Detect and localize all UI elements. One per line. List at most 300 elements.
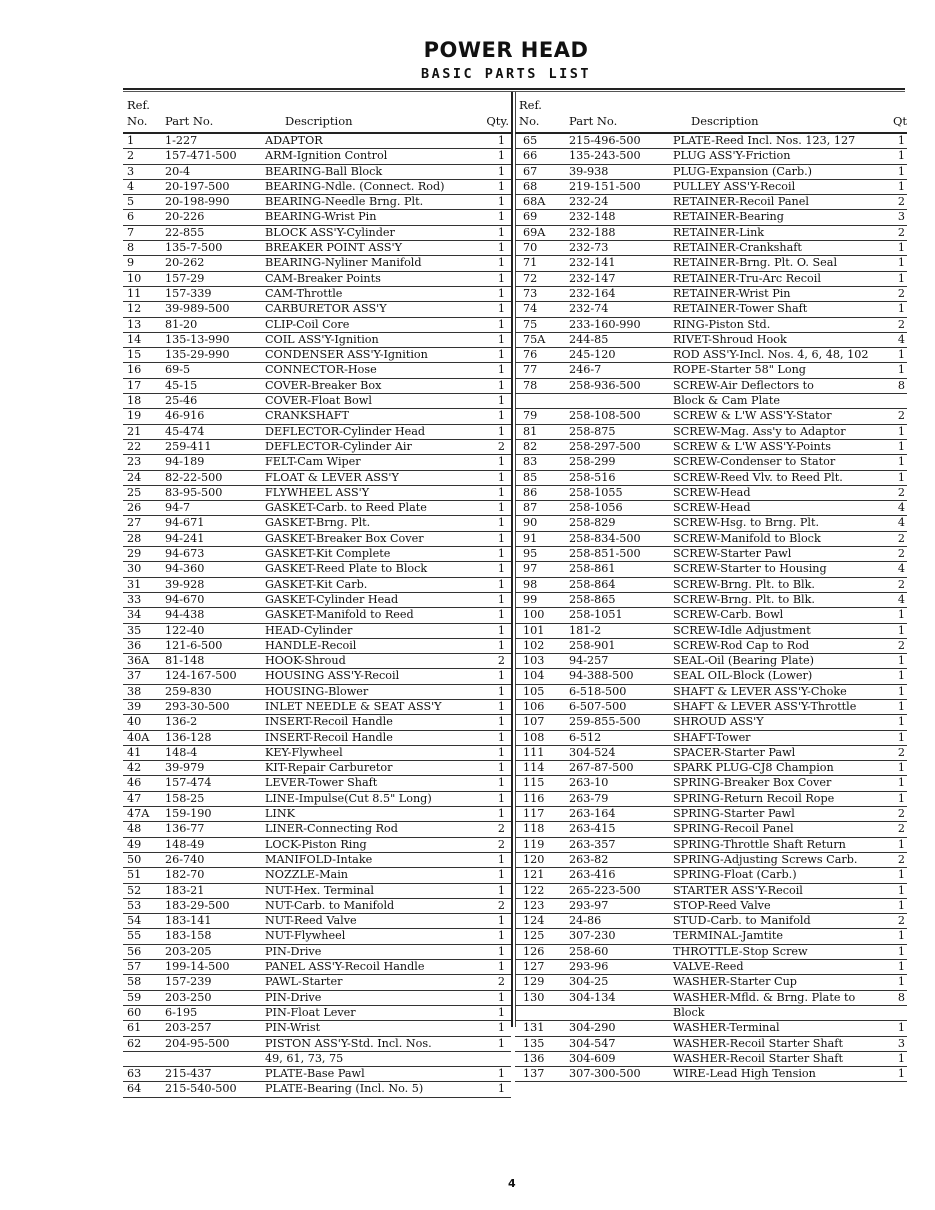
qty-cell: 2: [897, 852, 905, 866]
qty-cell: 2: [897, 822, 905, 836]
qty-cell: 1: [497, 944, 505, 958]
table-row: [515, 914, 907, 929]
qty-cell: 2: [897, 638, 905, 652]
table-row: [123, 884, 511, 899]
ref-cell: 22: [127, 439, 142, 453]
table-row: [123, 868, 511, 883]
table-row: [123, 210, 511, 225]
qty-cell: 1: [497, 699, 505, 713]
qty-cell: 1: [897, 271, 905, 285]
qty-cell: 1: [897, 455, 905, 469]
ref-cell: 79: [523, 409, 538, 423]
part-no-cell: 258-297-500: [569, 439, 641, 453]
qty-cell: 1: [497, 485, 505, 499]
ref-cell: 11: [127, 286, 142, 300]
description-cell: RETAINER-Recoil Panel: [673, 195, 809, 209]
qty-cell: 1: [497, 179, 505, 193]
description-cell: GASKET-Reed Plate to Block: [265, 562, 428, 576]
ref-cell: 70: [523, 241, 538, 255]
ref-cell: 117: [523, 807, 545, 821]
table-row: [123, 838, 511, 853]
qty-cell: 1: [897, 929, 905, 943]
part-no-cell: 258-875: [569, 424, 616, 438]
part-no-cell: 20-4: [165, 164, 191, 178]
description-cell: NUT-Reed Valve: [265, 914, 357, 928]
description-cell: SEAL OIL-Block (Lower): [673, 669, 813, 683]
ref-cell: 31: [127, 577, 142, 591]
qty-cell: 1: [897, 241, 905, 255]
ref-cell: 75A: [523, 332, 546, 346]
description-cell: BEARING-Nyliner Manifold: [265, 256, 422, 270]
part-no-cell: 22-855: [165, 225, 205, 239]
page-subtitle: BASIC PARTS LIST: [420, 66, 592, 82]
table-row: [515, 1037, 907, 1052]
ref-cell: 118: [523, 822, 545, 836]
description-cell: RETAINER-Wrist Pin: [673, 286, 791, 300]
qty-cell: 1: [497, 1021, 505, 1035]
ref-cell: 12: [127, 302, 142, 316]
part-no-cell: 232-148: [569, 210, 616, 224]
table-row: [123, 562, 511, 577]
part-no-cell: 244-85: [569, 332, 609, 346]
table-row: [515, 1006, 907, 1021]
table-row: [123, 700, 511, 715]
description-cell: PLUG-Expansion (Carb.): [673, 164, 813, 178]
ref-cell: 58: [127, 975, 142, 989]
table-row: [123, 149, 511, 164]
part-no-cell: 158-25: [165, 791, 205, 805]
ref-cell: 87: [523, 501, 538, 515]
description-cell: STUD-Carb. to Manifold: [673, 914, 811, 928]
table-row: [123, 226, 511, 241]
ref-cell: 8: [127, 241, 135, 255]
qty-cell: 1: [897, 363, 905, 377]
description-cell: MANIFOLD-Intake: [265, 852, 373, 866]
part-no-cell: 135-13-990: [165, 332, 230, 346]
table-row: [123, 945, 511, 960]
qty-cell: 1: [897, 164, 905, 178]
part-no-cell: 20-197-500: [165, 179, 230, 193]
description-cell: GASKET-Breaker Box Cover: [265, 531, 424, 545]
part-no-cell: 263-79: [569, 791, 609, 805]
description-cell: PIN-Float Lever: [265, 1005, 356, 1019]
table-row: [515, 134, 907, 149]
description-cell: RETAINER-Bearing: [673, 210, 784, 224]
qty-cell: 1: [497, 455, 505, 469]
qty-cell: 1: [897, 134, 905, 147]
qty-cell: 1: [497, 852, 505, 866]
description-cell: GASKET-Kit Complete: [265, 547, 391, 561]
qty-cell: 2: [897, 914, 905, 928]
qty-cell: 8: [897, 990, 905, 1004]
ref-cell: 21: [127, 424, 142, 438]
table-row: [515, 455, 907, 470]
qty-cell: 1: [897, 715, 905, 729]
qty-cell: 1: [497, 394, 505, 408]
qty-cell: 1: [897, 424, 905, 438]
part-no-cell: 307-230: [569, 929, 616, 943]
description-cell: STARTER ASS'Y-Recoil: [673, 883, 803, 897]
ref-cell: 6: [127, 210, 135, 224]
description-cell: INSERT-Recoil Handle: [265, 730, 393, 744]
table-row: [515, 348, 907, 363]
ref-cell: 9: [127, 256, 135, 270]
table-row: [515, 807, 907, 822]
description-cell: SEAL-Oil (Bearing Plate): [673, 654, 814, 668]
table-row: [515, 884, 907, 899]
qty-cell: 1: [897, 348, 905, 362]
qty-cell: 1: [497, 348, 505, 362]
table-row: [123, 669, 511, 684]
description-cell: PULLEY ASS'Y-Recoil: [673, 179, 796, 193]
description-cell: NOZZLE-Main: [265, 868, 348, 882]
part-no-cell: 39-938: [569, 164, 609, 178]
table-row: [123, 409, 511, 424]
qty-cell: 1: [497, 914, 505, 928]
qty-cell: 1: [497, 868, 505, 882]
ref-cell: 85: [523, 470, 538, 484]
description-cell: SCREW-Idle Adjustment: [673, 623, 811, 637]
ref-cell: 5: [127, 195, 135, 209]
ref-cell: 67: [523, 164, 538, 178]
description-cell: CAM-Throttle: [265, 286, 343, 300]
table-row: [515, 624, 907, 639]
table-row: [515, 532, 907, 547]
ref-cell: 64: [127, 1082, 142, 1096]
part-no-cell: 304-524: [569, 745, 616, 759]
part-no-cell: 258-299: [569, 455, 616, 469]
table-row: [123, 363, 511, 378]
description-cell: RETAINER-Tower Shaft: [673, 302, 808, 316]
table-row: [515, 272, 907, 287]
header-ref-line2: No.: [519, 114, 540, 128]
qty-cell: 1: [897, 439, 905, 453]
part-no-cell: 45-474: [165, 424, 205, 438]
table-header: [515, 96, 907, 134]
table-row: [123, 929, 511, 944]
description-cell: PISTON ASS'Y-Std. Incl. Nos.: [265, 1036, 432, 1050]
ref-cell: 40: [127, 715, 142, 729]
ref-cell: 13: [127, 317, 142, 331]
part-no-cell: 263-164: [569, 807, 616, 821]
part-no-cell: 258-1056: [569, 501, 623, 515]
part-no-cell: 39-928: [165, 577, 205, 591]
ref-cell: 108: [523, 730, 545, 744]
description-cell: BEARING-Wrist Pin: [265, 210, 377, 224]
table-row: [123, 455, 511, 470]
part-no-cell: 258-108-500: [569, 409, 641, 423]
table-row: [515, 256, 907, 271]
qty-cell: 1: [497, 776, 505, 790]
ref-cell: 68: [523, 179, 538, 193]
qty-cell: 1: [497, 883, 505, 897]
description-cell: ARM-Ignition Control: [265, 149, 388, 163]
ref-cell: 3: [127, 164, 135, 178]
description-cell: FLOAT & LEVER ASS'Y: [265, 470, 399, 484]
header-part-no: Part No.: [165, 114, 214, 128]
description-cell: LINE-Impulse(Cut 8.5" Long): [265, 791, 432, 805]
description-cell: BEARING-Ball Block: [265, 164, 383, 178]
part-no-cell: 232-147: [569, 271, 616, 285]
description-cell: SCREW-Condenser to Stator: [673, 455, 836, 469]
table-row: [123, 593, 511, 608]
description-cell: SPRING-Return Recoil Rope: [673, 791, 835, 805]
table-row: [123, 165, 511, 180]
ref-cell: 137: [523, 1067, 545, 1081]
table-row: [515, 440, 907, 455]
description-cell: INLET NEEDLE & SEAT ASS'Y: [265, 699, 442, 713]
ref-cell: 19: [127, 409, 142, 423]
ref-cell: 135: [523, 1036, 545, 1050]
qty-cell: 1: [497, 577, 505, 591]
description-cell: LEVER-Tower Shaft: [265, 776, 378, 790]
ref-cell: 69A: [523, 225, 546, 239]
part-no-cell: 136-128: [165, 730, 212, 744]
part-no-cell: 157-471-500: [165, 149, 237, 163]
qty-cell: 2: [497, 822, 505, 836]
part-no-cell: 304-547: [569, 1036, 616, 1050]
qty-cell: 2: [897, 286, 905, 300]
table-row: [123, 899, 511, 914]
part-no-cell: 215-496-500: [569, 134, 641, 147]
description-cell: STOP-Reed Valve: [673, 898, 771, 912]
ref-cell: 129: [523, 975, 545, 989]
qty-cell: 1: [897, 1051, 905, 1065]
part-no-cell: 304-290: [569, 1021, 616, 1035]
ref-cell: 2: [127, 149, 135, 163]
description-cell: SHAFT-Tower: [673, 730, 751, 744]
description-cell: CRANKSHAFT: [265, 409, 349, 423]
table-row: [515, 899, 907, 914]
ref-cell: 106: [523, 699, 545, 713]
part-no-cell: 181-2: [569, 623, 602, 637]
ref-cell: 23: [127, 455, 142, 469]
description-cell: PLATE-Reed Incl. Nos. 123, 127: [673, 134, 856, 147]
qty-cell: 2: [897, 317, 905, 331]
qty-cell: 2: [897, 577, 905, 591]
table-row: [123, 822, 511, 837]
qty-cell: 1: [897, 149, 905, 163]
ref-cell: 33: [127, 592, 142, 606]
table-row: [123, 1037, 511, 1052]
part-no-cell: 159-190: [165, 807, 212, 821]
qty-cell: 1: [497, 531, 505, 545]
header-description: Description: [285, 114, 353, 128]
ref-cell: 61: [127, 1021, 142, 1035]
table-row: [123, 134, 511, 149]
part-no-cell: 20-198-990: [165, 195, 230, 209]
part-no-cell: 304-609: [569, 1051, 616, 1065]
table-row: [515, 838, 907, 853]
table-row: [123, 731, 511, 746]
ref-cell: 121: [523, 868, 545, 882]
qty-cell: 1: [497, 210, 505, 224]
qty-cell: 1: [497, 470, 505, 484]
description-cell: COVER-Float Bowl: [265, 394, 372, 408]
part-no-cell: 263-415: [569, 822, 616, 836]
qty-cell: 1: [497, 1005, 505, 1019]
qty-cell: 4: [897, 562, 905, 576]
ref-cell: 77: [523, 363, 538, 377]
ref-cell: 103: [523, 654, 545, 668]
part-no-cell: 6-507-500: [569, 699, 627, 713]
part-no-cell: 263-82: [569, 852, 609, 866]
part-no-cell: 94-673: [165, 547, 205, 561]
part-no-cell: 157-29: [165, 271, 205, 285]
qty-cell: 1: [497, 317, 505, 331]
qty-cell: 1: [897, 256, 905, 270]
description-cell: BEARING-Needle Brng. Plt.: [265, 195, 424, 209]
ref-cell: 10: [127, 271, 142, 285]
qty-cell: 2: [897, 531, 905, 545]
part-no-cell: 182-70: [165, 868, 205, 882]
part-no-cell: 258-936-500: [569, 378, 641, 392]
part-no-cell: 199-14-500: [165, 960, 230, 974]
description-cell: GASKET-Carb. to Reed Plate: [265, 501, 427, 515]
table-row: [123, 348, 511, 363]
qty-cell: 1: [897, 1021, 905, 1035]
part-no-cell: 293-30-500: [165, 699, 230, 713]
part-no-cell: 304-25: [569, 975, 609, 989]
header-ref-line1: Ref.: [127, 98, 150, 112]
qty-cell: 2: [497, 975, 505, 989]
table-row: [515, 975, 907, 990]
qty-cell: 1: [497, 638, 505, 652]
table-row: [123, 1067, 511, 1082]
part-no-cell: 265-223-500: [569, 883, 641, 897]
table-row: [123, 776, 511, 791]
part-no-cell: 94-388-500: [569, 669, 634, 683]
ref-cell: 66: [523, 149, 538, 163]
qty-cell: 1: [897, 944, 905, 958]
part-no-cell: 124-167-500: [165, 669, 237, 683]
qty-cell: 1: [897, 960, 905, 974]
description-cell: SCREW-Brng. Plt. to Blk.: [673, 577, 815, 591]
table-row: [515, 685, 907, 700]
qty-cell: 1: [897, 684, 905, 698]
table-row: [515, 578, 907, 593]
table-row: [123, 715, 511, 730]
description-cell: SHAFT & LEVER ASS'Y-Choke: [673, 684, 847, 698]
description-cell: SCREW-Reed Vlv. to Reed Plt.: [673, 470, 843, 484]
table-row: [515, 471, 907, 486]
part-no-cell: 258-1051: [569, 608, 623, 622]
part-no-cell: 135-29-990: [165, 348, 230, 362]
ref-cell: 114: [523, 761, 545, 775]
ref-cell: 72: [523, 271, 538, 285]
table-row: [123, 853, 511, 868]
table-row: [123, 608, 511, 623]
ref-cell: 127: [523, 960, 545, 974]
table-row: [123, 272, 511, 287]
table-row: [123, 914, 511, 929]
qty-cell: 1: [497, 409, 505, 423]
part-no-cell: 83-95-500: [165, 485, 223, 499]
ref-cell: 14: [127, 332, 142, 346]
page-title: POWER HEAD: [423, 38, 589, 62]
ref-cell: 30: [127, 562, 142, 576]
description-cell: CLIP-Coil Core: [265, 317, 350, 331]
ref-cell: 34: [127, 608, 142, 622]
description-cell: SPACER-Starter Pawl: [673, 745, 796, 759]
table-row: [123, 195, 511, 210]
table-row: [515, 731, 907, 746]
table-row: [515, 991, 907, 1006]
description-cell: SHROUD ASS'Y: [673, 715, 764, 729]
table-row: [515, 318, 907, 333]
description-cell: PLUG ASS'Y-Friction: [673, 149, 791, 163]
description-cell: GASKET-Kit Carb.: [265, 577, 368, 591]
qty-cell: 2: [897, 409, 905, 423]
part-no-cell: 94-7: [165, 501, 191, 515]
qty-cell: 1: [897, 654, 905, 668]
qty-cell: 1: [497, 684, 505, 698]
part-no-cell: 136-2: [165, 715, 198, 729]
part-no-cell: 82-22-500: [165, 470, 223, 484]
ref-cell: 17: [127, 378, 142, 392]
qty-cell: 1: [897, 791, 905, 805]
description-cell: NUT-Hex. Terminal: [265, 883, 375, 897]
part-no-cell: 232-141: [569, 256, 616, 270]
ref-cell: 105: [523, 684, 545, 698]
header-part-no: Part No.: [569, 114, 618, 128]
ref-cell: 27: [127, 516, 142, 530]
description-cell: LINER-Connecting Rod: [265, 822, 398, 836]
table-row: [515, 746, 907, 761]
qty-cell: 1: [497, 562, 505, 576]
qty-cell: 1: [497, 516, 505, 530]
description-cell: THROTTLE-Stop Screw: [673, 944, 808, 958]
part-no-cell: 94-360: [165, 562, 205, 576]
qty-cell: 1: [497, 149, 505, 163]
page-number: 4: [508, 1177, 516, 1190]
table-row: [515, 501, 907, 516]
table-row: [123, 761, 511, 776]
ref-cell: 131: [523, 1021, 545, 1035]
parts-table-left: [123, 96, 511, 1098]
qty-cell: 1: [897, 669, 905, 683]
description-cell: SPRING-Breaker Box Cover: [673, 776, 832, 790]
ref-cell: 74: [523, 302, 538, 316]
description-cell: SPRING-Throttle Shaft Return: [673, 837, 846, 851]
part-no-cell: 24-86: [569, 914, 602, 928]
ref-cell: 65: [523, 134, 538, 147]
qty-cell: 2: [897, 745, 905, 759]
table-row: [515, 409, 907, 424]
description-cell: SCREW-Starter to Housing: [673, 562, 827, 576]
part-no-cell: 232-24: [569, 195, 609, 209]
table-row: [515, 226, 907, 241]
description-cell: SCREW-Head: [673, 501, 751, 515]
description-cell: SPRING-Recoil Panel: [673, 822, 794, 836]
table-row: [515, 302, 907, 317]
ref-cell: 53: [127, 898, 142, 912]
header-qty: Qty.: [486, 114, 509, 128]
part-no-cell: 232-74: [569, 302, 609, 316]
qty-cell: 1: [497, 669, 505, 683]
ref-cell: 7: [127, 225, 135, 239]
table-body: [123, 134, 511, 1098]
ref-cell: 71: [523, 256, 538, 270]
qty-cell: 1: [497, 378, 505, 392]
ref-cell: 91: [523, 531, 538, 545]
part-no-cell: 293-96: [569, 960, 609, 974]
description-cell: PLATE-Base Pawl: [265, 1067, 365, 1081]
part-no-cell: 94-189: [165, 455, 205, 469]
description-cell: PANEL ASS'Y-Recoil Handle: [265, 960, 425, 974]
qty-cell: 1: [897, 179, 905, 193]
ref-cell: 60: [127, 1005, 142, 1019]
